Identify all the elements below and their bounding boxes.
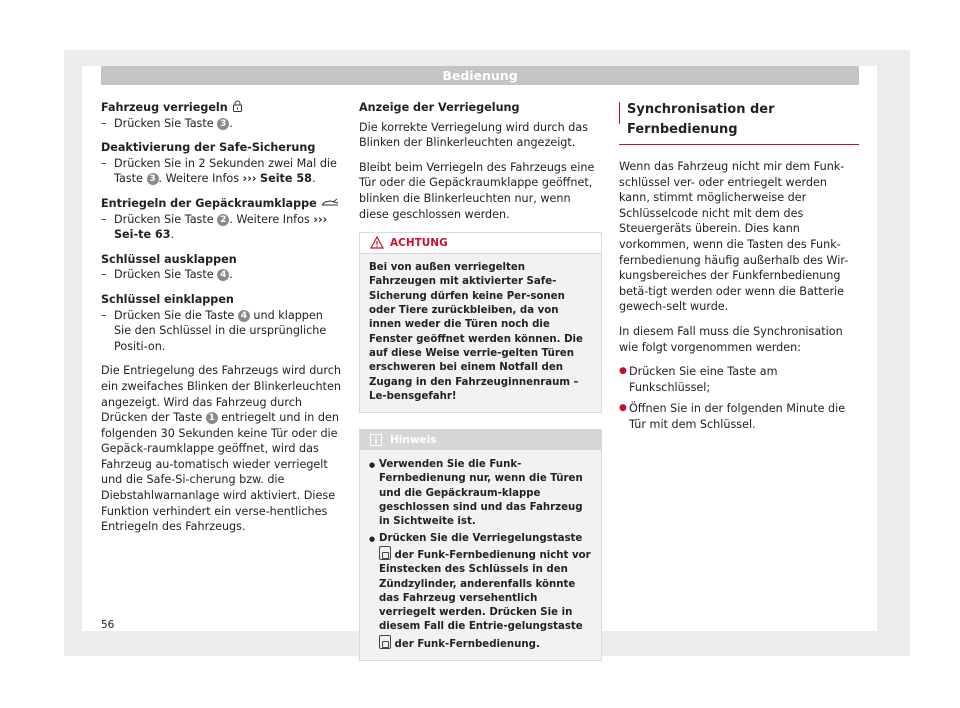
- step-trunk: – Drücken Sie Taste 2 . Weitere Infos ››› Sei-te 63.: [101, 212, 341, 243]
- section-title: Synchronisation der Fernbedienung: [619, 100, 859, 145]
- note-box: [359, 429, 602, 661]
- heading-fold-in: Schlüssel einklappen: [101, 292, 234, 306]
- warning-triangle-icon: [370, 236, 384, 249]
- heading-lock-indication: Anzeige der Verriegelung: [359, 101, 520, 114]
- step-fold-in: – Drücken Sie die Taste 4 und klappen Sie den Schlüssel in die ursprüngliche Positi-on.: [101, 308, 341, 355]
- heading-deactivation: Deaktivierung der Safe-Sicherung: [101, 141, 316, 155]
- warning-header: ACHTUNG: [360, 233, 601, 254]
- key-number-badge: 3: [147, 173, 159, 185]
- body-paragraph: Die Entriegelung des Fahrzeugs wird durch ein zweifaches Blinken der Blinkerleuchten angezeigt. Wird das Fahrzeug durch Drücken der Taste 1 entriegelt und in den folgenden 30 Sekunden keine Tür oder die Gepäck-raumklappe geöffnet, wird das Fahrzeug au-tomatisch wieder verriegelt und die Safe-Si-cherung bzw. die Diebstahlwarnanlage wird aktiviert. Diese Funktion verhindert ein verse-hentliches Entriegeln des Fahrzeugs.: [101, 364, 341, 534]
- section-header: Bedienung: [101, 66, 859, 85]
- key-number-badge: 4: [217, 269, 229, 281]
- column-middle: [359, 100, 602, 661]
- step-deactivation: – Drücken Sie in 2 Sekunden zwei Mal die Taste 3 . Weitere Infos ››› Seite 58.: [101, 156, 341, 187]
- heading-trunk: Entriegeln der Gepäckraumklappe: [101, 196, 341, 212]
- bullet-icon: ●: [619, 403, 627, 414]
- warning-text: Bei von außen verriegelten Fahrzeugen mit aktivierter Safe-Sicherung dürfen keine Per-sonen oder Tiere zurückbleiben, da von innen weder die Türen noch die Fenster geöffnet werden können. Die auf diese Weise verrie-gelten Türen erschweren bei einem Notfall den Zugang in den Fahrzeuginnenraum – Le-bensgefahr!: [369, 262, 583, 402]
- note-text: [360, 450, 601, 660]
- note-bullet: ● Drücken Sie die Verriegelungstaste der Funk-Fernbedienung nicht vor Einstecken des Schlüssels in den Zündzylinder, anderenfalls könnte das Fahrzeug versehentlich verriegelt werden. Drücken Sie in diesem Fall die Entrie-gelungstaste der Funk-Fernbedienung.: [369, 532, 592, 652]
- page-number: 56: [101, 619, 115, 631]
- key-number-badge: 4: [238, 310, 250, 322]
- body-paragraph: In diesem Fall muss die Synchronisation wie folgt vorgenommen werden:: [619, 324, 843, 354]
- body-paragraph: Bleibt beim Verriegeln des Fahrzeugs eine Tür oder die Gepäckraumklappe geöffnet, blinken die Blinkerleuchten nur, wenn diese geschlossen werden.: [359, 160, 595, 221]
- page-reference-link[interactable]: Seite 58: [260, 172, 312, 186]
- lock-key-icon: [379, 546, 391, 560]
- key-number-badge: 3: [217, 118, 229, 130]
- list-item: ● Drücken Sie eine Taste am Funkschlüssel;: [619, 365, 778, 394]
- key-number-badge: 1: [206, 412, 218, 424]
- body-paragraph: Die korrekte Verriegelung wird durch das Blinken der Blinkerleuchten angezeigt.: [359, 120, 589, 150]
- body-paragraph: Wenn das Fahrzeug nicht mir dem Funk-schlüssel ver- oder entriegelt werden kann, stimmt möglicherweise der Schlüsselcode nicht mit dem des Steuergeräts überein. Dies kann vorkommen, wenn die Tasten des Funk-fernbedienung häufig außerhalb des Wir-kungsbereiches der Funkfernbedienung betä-tigt werden oder wenn die Batterie gewech-selt wurde.: [619, 160, 849, 314]
- step-fold-out: – Drücken Sie Taste 4 .: [101, 267, 341, 283]
- lock-icon: [232, 100, 243, 112]
- heading-lock: Fahrzeug verriegeln: [101, 100, 341, 116]
- car-trunk-icon: [321, 198, 339, 208]
- list-item: ● Öffnen Sie in der folgenden Minute die Tür mit dem Schlüssel.: [619, 402, 846, 431]
- column-left: [101, 100, 341, 535]
- key-number-badge: 2: [217, 214, 229, 226]
- heading-fold-out: Schlüssel ausklappen: [101, 252, 237, 266]
- page-reference-link[interactable]: Sei-te 63: [114, 228, 171, 242]
- info-icon: [370, 434, 382, 446]
- reference-arrow: ›››: [242, 172, 257, 186]
- reference-arrow: ›››: [313, 212, 328, 226]
- note-bullet: ● Verwenden Sie die Funk-Fernbedienung nur, wenn die Türen und die Gepäckraum-klappe geschlossen sind und das Fahrzeug in Sichtweite ist.: [369, 458, 592, 529]
- unlock-key-icon: [379, 635, 391, 649]
- warning-box: [359, 232, 602, 413]
- column-right: [619, 100, 859, 433]
- bullet-icon: ●: [619, 366, 627, 377]
- step-lock: – Drücken Sie Taste 3 .: [101, 116, 341, 132]
- note-header: Hinweis: [360, 430, 601, 450]
